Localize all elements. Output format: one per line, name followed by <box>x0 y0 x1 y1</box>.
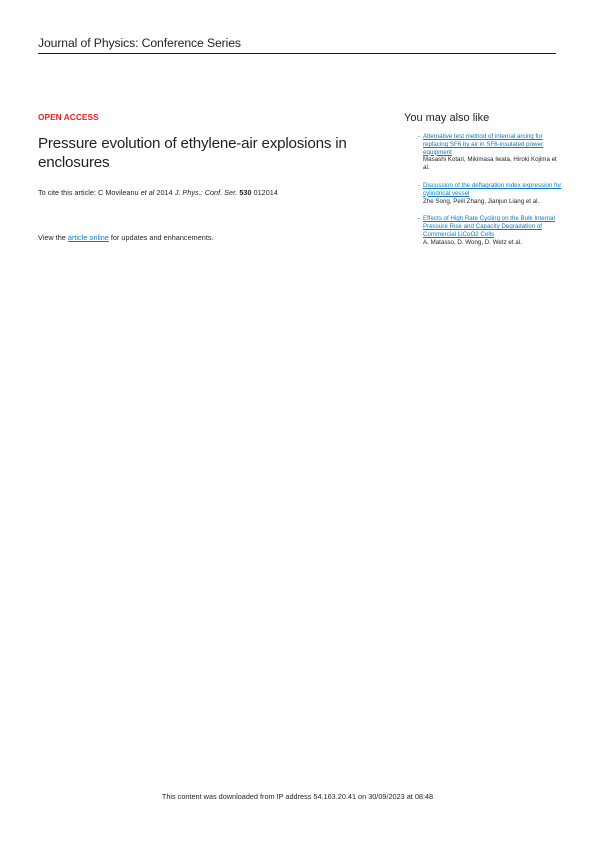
related-item-authors: Zhe Song, Peili Zhang, Jianjun Liang et al. <box>423 197 540 205</box>
paper-title: Pressure evolution of ethylene-air explosions in enclosures <box>38 135 347 171</box>
citation <box>38 188 278 197</box>
citation-et-al: et al <box>140 188 155 197</box>
related-articles <box>404 112 564 257</box>
view-online-before: View the <box>38 233 68 242</box>
citation-prefix: To cite this article: C Movileanu <box>38 188 141 197</box>
view-online-after: for updates and enhancements. <box>108 233 214 242</box>
open-access-label: OPEN ACCESS <box>38 112 99 122</box>
related-item-authors: A. Matasso, D. Wong, D. Wetz et al. <box>423 238 522 246</box>
related-item-bullet: - <box>418 181 421 189</box>
article-online-link[interactable]: article online <box>67 233 109 242</box>
citation-journal: J. Phys.: Conf. Ser. <box>174 188 238 197</box>
citation-year: 2014 <box>154 188 175 197</box>
related-item-bullet: - <box>418 133 421 140</box>
view-online-text <box>38 233 214 242</box>
related-item-link[interactable]: Discussion of the deflagration index expression for cylindrical vessel <box>423 181 562 197</box>
related-item-bullet: - <box>418 215 421 223</box>
related-heading: You may also like <box>404 112 490 124</box>
related-item <box>404 215 564 246</box>
related-item-link[interactable]: Alternative test method of internal arcing for replacing SF6 by air in SF6-insulated power equipment <box>423 133 544 156</box>
citation-volume: 530 <box>239 188 252 197</box>
related-item-authors: Masashi Kotari, Mikimasa Iwata, Hiroki Kojima et al. <box>423 156 557 172</box>
citation-article: 012014 <box>251 188 278 197</box>
download-footer: This content was downloaded from IP address 54.163.20.41 on 30/09/2023 at 08:48 <box>161 792 434 801</box>
related-item <box>404 133 564 172</box>
related-item-link[interactable]: Effects of High Rate Cycling on the Bulk Internal Pressure Rise and Capacity Degradation of Commercial LiCoO2 Cells <box>423 215 555 238</box>
journal-header: Journal of Physics: Conference Series <box>38 36 556 54</box>
related-item <box>404 182 564 205</box>
